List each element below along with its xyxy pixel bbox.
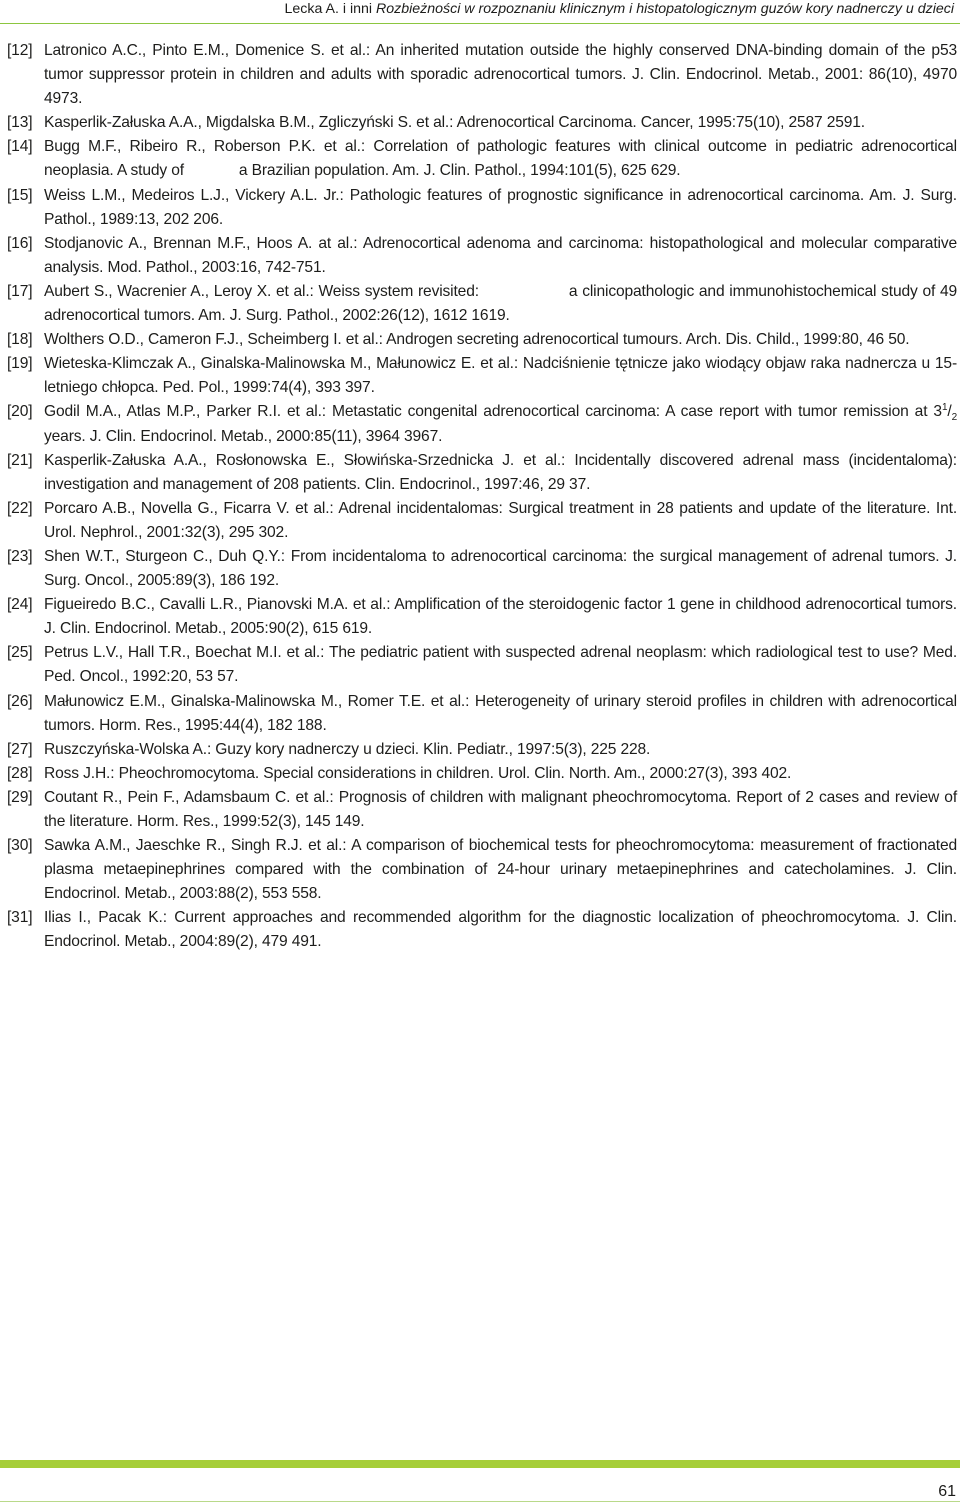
- reference-number: [21]: [7, 451, 33, 469]
- fraction-separator: /: [947, 403, 952, 421]
- reference-item: [7, 641, 957, 689]
- reference-text-continued: years. J. Clin. Endocrinol. Metab., 2000:85(11), 3964 3967.: [44, 427, 443, 445]
- reference-number: [15]: [7, 186, 33, 204]
- reference-number: [13]: [7, 114, 33, 132]
- reference-number: [31]: [7, 909, 33, 927]
- reference-item: [7, 738, 957, 762]
- reference-number: [24]: [7, 596, 33, 614]
- reference-text: Stodjanovic A., Brennan M.F., Hoos A. at al.: Adrenocortical adenoma and carcinoma: histopathological and molecular comparative analysis. Mod. Pathol., 2003:16, 742-751.: [44, 234, 957, 276]
- reference-text: Coutant R., Pein F., Adamsbaum C. et al.: Prognosis of children with malignant pheochromocytoma. Report of 2 cases and review of the literature. Horm. Res., 1999:52(3), 145 149.: [44, 788, 957, 830]
- fraction-numerator: 1: [941, 402, 948, 414]
- header-rule: [0, 23, 960, 24]
- reference-item: [7, 690, 957, 738]
- running-header: [284, 0, 954, 18]
- page-number: 61: [938, 1483, 956, 1500]
- reference-item: [7, 449, 957, 497]
- reference-item: [7, 111, 957, 135]
- reference-item: [7, 232, 957, 280]
- reference-number: [29]: [7, 788, 33, 806]
- fraction-denominator: 2: [951, 412, 957, 424]
- reference-item: [7, 328, 957, 352]
- reference-text-continued: a clinicopathologic and immunohistochemical study of 49 adrenocortical tumors. Am. J. Surg. Pathol., 2002:26(12), 1612 1619.: [44, 282, 957, 325]
- reference-number: [22]: [7, 499, 33, 517]
- reference-number: [20]: [7, 403, 33, 421]
- footer-rule: [0, 1501, 960, 1502]
- reference-item: [7, 906, 957, 954]
- reference-item: [7, 135, 957, 183]
- reference-item: [7, 352, 957, 400]
- reference-number: [19]: [7, 355, 33, 373]
- running-header-authors: Lecka A. i inni: [284, 1, 373, 17]
- reference-text: Aubert S., Wacrenier A., Leroy X. et al.: Weiss system revisited:: [44, 282, 479, 300]
- reference-item: [7, 762, 957, 786]
- reference-number: [16]: [7, 234, 33, 252]
- reference-text: Sawka A.M., Jaeschke R., Singh R.J. et al.: A comparison of biochemical tests for pheochromocytoma: measurement of fractionated plasma metaepinephrines compared with the combination of 24-hour urinary metaepinephrines and catecholamines. J. Clin. Endocrinol. Metab., 2003:88(2), 553 558.: [44, 837, 957, 903]
- footer-accent-bar: [0, 1460, 960, 1468]
- reference-number: [14]: [7, 138, 33, 156]
- reference-text: Wieteska-Klimczak A., Ginalska-Malinowska M., Małunowicz E. et al.: Nadciśnienie tętnicze jako wiodący objaw raka nadnercza u 15-letniego chłopca. Ped. Pol., 1999:74(4), 393 397.: [44, 355, 957, 397]
- reference-text-continued: a Brazilian population. Am. J. Clin. Pathol., 1994:101(5), 625 629.: [238, 162, 681, 180]
- reference-text: Weiss L.M., Medeiros L.J., Vickery A.L. Jr.: Pathologic features of prognostic significance in adrenocortical carcinoma. Am. J. Surg. Pathol., 1989:13, 202 206.: [44, 186, 957, 228]
- reference-number: [26]: [7, 692, 33, 710]
- reference-text: Shen W.T., Sturgeon C., Duh Q.Y.: From incidentaloma to adrenocortical carcinoma: the surgical management of adrenal tumors. J. Surg. Oncol., 2005:89(3), 186 192.: [44, 547, 957, 590]
- reference-item: [7, 184, 957, 232]
- reference-text: Petrus L.V., Hall T.R., Boechat M.I. et al.: The pediatric patient with suspected adrenal neoplasm: which radiological test to use? Med. Ped. Oncol., 1992:20, 53 57.: [44, 644, 957, 686]
- reference-text: Figueiredo B.C., Cavalli L.R., Pianovski M.A. et al.: Amplification of the steroidogenic factor 1 gene in childhood adrenocortical tumors. J. Clin. Endocrinol. Metab., 2005:90(2), 615 619.: [44, 596, 957, 638]
- reference-text: Kasperlik-Załuska A.A., Rosłonowska E., Słowińska-Srzednicka J. et al.: Incidentally discovered adrenal mass (incidentaloma): investigation and management of 208 patients. Clin. Endocrinol., 1997:46, 29 37.: [44, 451, 957, 493]
- fraction: [941, 402, 957, 424]
- running-header-title: Rozbieżności w rozpoznaniu klinicznym i histopatologicznym guzów kory nadnerczy u dzieci: [375, 1, 954, 17]
- reference-text: Wolthers O.D., Cameron F.J., Scheimberg I. et al.: Androgen secreting adrenocortical tumours. Arch. Dis. Child., 1999:80, 46 50.: [44, 331, 910, 349]
- reference-item: [7, 834, 957, 906]
- reference-item: [7, 39, 957, 111]
- reference-number: [30]: [7, 837, 33, 855]
- reference-text: Ruszczyńska-Wolska A.: Guzy kory nadnerczy u dzieci. Klin. Pediatr., 1997:5(3), 225 228.: [44, 740, 651, 758]
- reference-text: Małunowicz E.M., Ginalska-Malinowska M., Romer T.E. et al.: Heterogeneity of urinary steroid profiles in children with adrenocortical tumors. Horm. Res., 1995:44(4), 182 188.: [44, 692, 957, 734]
- reference-number: [27]: [7, 740, 33, 758]
- reference-text: Kasperlik-Załuska A.A., Migdalska B.M., Zgliczyński S. et al.: Adrenocortical Carcinoma. Cancer, 1995:75(10), 2587 2591.: [44, 114, 865, 132]
- reference-number: [18]: [7, 331, 33, 349]
- reference-text: Ross J.H.: Pheochromocytoma. Special considerations in children. Urol. Clin. North. Am., 2000:27(3), 393 402.: [44, 764, 792, 782]
- reference-text: Godil M.A., Atlas M.P., Parker R.I. et al.: Metastatic congenital adrenocortical carcinoma: A case report with tumor remission at 3: [44, 403, 942, 421]
- reference-text: Porcaro A.B., Novella G., Ficarra V. et al.: Adrenal incidentalomas: Surgical treatment in 28 patients and update of the literature. Int. Urol. Nephrol., 2001:32(3), 295 302.: [44, 499, 957, 541]
- reference-text: Bugg M.F., Ribeiro R., Roberson P.K. et al.: Correlation of pathologic features with clinical outcome in pediatric adrenocortical neoplasia. A study of: [44, 138, 957, 180]
- reference-number: [28]: [7, 764, 33, 782]
- reference-item: [7, 545, 957, 593]
- reference-number: [12]: [7, 42, 33, 59]
- reference-number: [17]: [7, 282, 33, 300]
- reference-item: [7, 786, 957, 834]
- reference-item: [7, 400, 957, 448]
- reference-list: [7, 39, 957, 955]
- reference-text: Latronico A.C., Pinto E.M., Domenice S. et al.: An inherited mutation outside the highly conserved DNA-binding domain of the p53 tumor suppressor protein in children and adults with sporadic adrenocortical tumors. J. Clin. Endocrinol. Metab., 2001: 86(10), 4970 4973.: [44, 42, 957, 108]
- reference-text: Ilias I., Pacak K.: Current approaches and recommended algorithm for the diagnostic localization of pheochromocytoma. J. Clin. Endocrinol. Metab., 2004:89(2), 479 491.: [44, 909, 957, 951]
- reference-item: [7, 280, 957, 328]
- reference-item: [7, 593, 957, 641]
- reference-number: [25]: [7, 644, 33, 662]
- reference-item: [7, 497, 957, 545]
- reference-number: [23]: [7, 547, 33, 565]
